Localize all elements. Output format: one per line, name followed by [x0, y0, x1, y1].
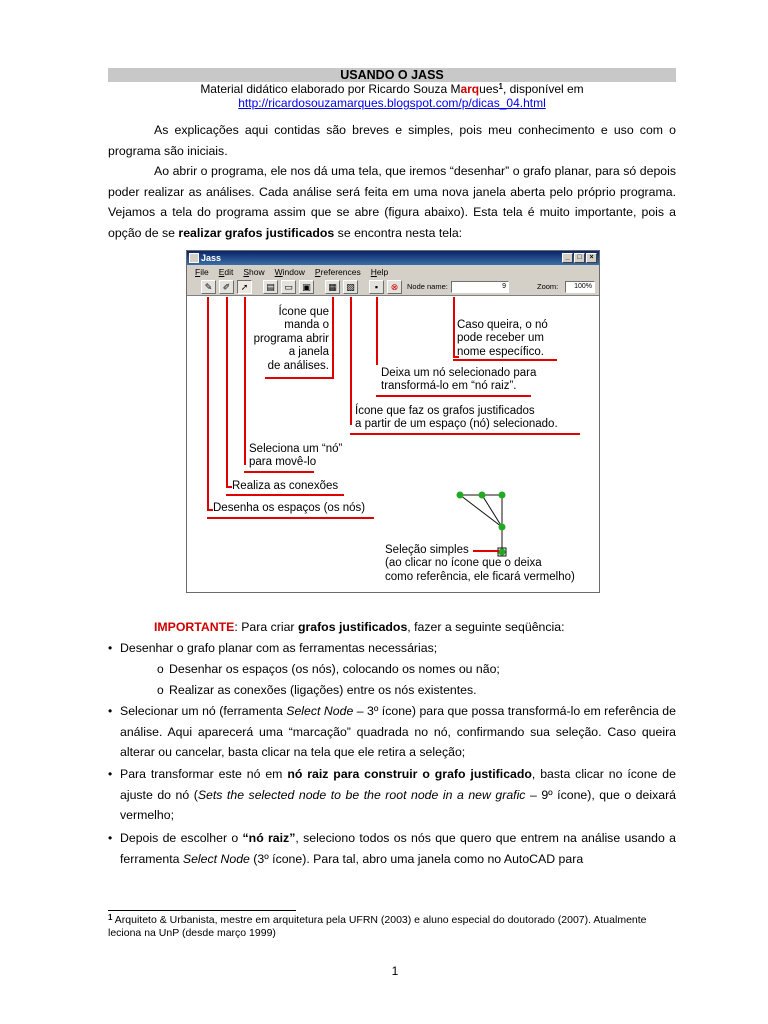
- menu-edit[interactable]: Edit: [218, 267, 234, 277]
- node-name-input[interactable]: 9: [451, 281, 509, 293]
- save-file-icon[interactable]: ▣: [299, 280, 314, 294]
- sub-bullet-icon: o: [157, 662, 164, 676]
- intro-paragraph-2: Ao abrir o programa, ele nos dá uma tela, que iremos “desenhar” o grafo planar, para só depois poder realizar as análises. Cada análise será feita em uma nova janela aberta pelo próprio programa. Vejamos a tela do programa assim que se abre (figura abaixo). Esta tela é muito importante, pois a opção de se realizar grafos justificados se encontra nesta tela:: [108, 164, 676, 240]
- toolbar: [187, 279, 599, 296]
- zoom-input[interactable]: 100%: [565, 281, 595, 293]
- cancel-icon[interactable]: ⊗: [387, 280, 402, 294]
- footnote-separator: [108, 910, 296, 911]
- annotation-select-node: Seleciona um “nó” para movê-lo: [249, 443, 343, 469]
- important-paragraph: IMPORTANTE: Para criar grafos justificados, fazer a seguinte seqüência:: [154, 620, 565, 634]
- step-1a: Desenhar os espaços (os nós), colocando os nomes ou não;: [169, 662, 500, 676]
- graph-node: [457, 492, 464, 499]
- select-node-tool-icon[interactable]: ➚: [237, 280, 252, 294]
- leader-line: [226, 297, 228, 488]
- annotation-node-name: Caso queira, o nó pode receber um nome específico.: [457, 319, 548, 358]
- open-file-icon[interactable]: ▭: [281, 280, 296, 294]
- step-1: Desenhar o grafo planar com as ferramentas necessárias;: [120, 641, 438, 655]
- leader-line: [244, 297, 246, 465]
- leader-line: [332, 297, 334, 379]
- graph-node: [479, 492, 486, 499]
- sub-bullet-icon: o: [157, 683, 164, 697]
- node-name-label: Node name:: [407, 282, 448, 291]
- blog-link[interactable]: http://ricardosouzamarques.blogspot.com/p/dicas_04.html: [238, 96, 546, 110]
- menu-show[interactable]: Show: [243, 267, 265, 277]
- annotation-underline: [453, 359, 557, 361]
- minimize-icon[interactable]: _: [562, 253, 573, 263]
- bullet-icon: •: [108, 641, 113, 655]
- page-number: 1: [391, 964, 399, 978]
- intro-paragraph-1: As explicações aqui contidas são breves e simples, pois meu conhecimento e uso com o programa são iniciais.: [108, 123, 676, 158]
- graph-node: [499, 524, 506, 531]
- annotation-simple-selection: Seleção simples (ao clicar no ícone que o deixa como referência, ele ficará vermelho): [385, 544, 575, 583]
- bullet-icon: •: [108, 704, 113, 718]
- menu-preferences[interactable]: Preferences: [314, 267, 361, 277]
- annotation-underline: [265, 377, 333, 379]
- leader-line: [350, 297, 352, 425]
- menubar: [187, 265, 599, 279]
- step-2: Selecionar um nó (ferramenta Select Node – 3º ícone) para que possa transformá-lo em referência de análise. Aqui aparecerá uma “marcação” quadrada no nó, confirmando sua seleção. Caso queira alterar ou cancelar, basta clicar na tela que ele retira a seleção;: [120, 704, 676, 760]
- document-subtitle: Material didático elaborado por Ricardo Souza Marques$^1$, disponível em: [200, 82, 584, 96]
- annotation-justified: Ícone que faz os grafos justificados a partir de um espaço (nó) selecionado.: [355, 405, 558, 431]
- menu-file[interactable]: File: [195, 267, 209, 277]
- step-3: Para transformar este nó em nó raiz para construir o grafo justificado, basta clicar no ícone de ajuste do nó (Sets the selected node to be the root node in a new grafic – 9º ícone), que o deixará vermelho;: [120, 767, 677, 823]
- graph-edge: [482, 495, 502, 527]
- new-file-icon[interactable]: ▤: [263, 280, 278, 294]
- connect-tool-icon[interactable]: ✐: [219, 280, 234, 294]
- footnote-ref[interactable]: 1: [498, 82, 503, 91]
- document-title: USANDO O JASS: [108, 68, 676, 82]
- footnote: $^1$ Arquiteto & Urbanista, mestre em arquitetura pela UFRN (2003) e aluno especial do doutorado (2007). Atualmente leciona na UnP (desde março 1999): [108, 913, 647, 939]
- annotation-underline: [226, 494, 344, 496]
- graph-node: [499, 492, 506, 499]
- draw-space-tool-icon[interactable]: ✎: [201, 280, 216, 294]
- subtitle-highlight: arq: [460, 82, 480, 96]
- analysis-window-icon[interactable]: ▦: [325, 280, 340, 294]
- bullet-icon: •: [108, 831, 113, 845]
- annotation-draw-spaces: Desenha os espaços (os nós): [213, 502, 366, 514]
- menu-help[interactable]: Help: [370, 267, 389, 277]
- zoom-label: Zoom:: [537, 282, 559, 291]
- step-4: Depois de escolher o “nó raiz”, seleciono todos os nós que quero que entrem na análise usando a ferramenta Select Node (3º ícone). Para tal, abro uma janela como no AutoCAD para: [120, 831, 676, 866]
- window-titlebar: Jass _ □ ×: [187, 251, 599, 265]
- annotation-analysis-icon: Ícone que manda o programa abrir a janela de análises.: [253, 306, 329, 372]
- root-node-icon[interactable]: ▪: [369, 280, 384, 294]
- annotation-underline: [207, 517, 374, 519]
- justified-graph-icon[interactable]: ▧: [343, 280, 358, 294]
- annotation-connections: Realiza as conexões: [232, 480, 339, 492]
- annotation-root-node: Deixa um nó selecionado para transformá-lo em “nó raiz”.: [381, 367, 537, 393]
- annotation-underline: [376, 395, 531, 397]
- annotation-underline: [350, 433, 580, 435]
- graph-edge: [460, 495, 502, 527]
- jass-screenshot: [186, 250, 600, 593]
- annotation-underline: [244, 471, 314, 473]
- leader-line: [376, 297, 378, 365]
- leader-line: [453, 297, 455, 358]
- close-icon[interactable]: ×: [586, 253, 597, 263]
- annotation-underline: [473, 550, 499, 552]
- maximize-icon[interactable]: □: [574, 253, 585, 263]
- app-icon: [189, 253, 199, 263]
- menu-window[interactable]: Window: [274, 267, 305, 277]
- step-1b: Realizar as conexões (ligações) entre os nós existentes.: [169, 683, 477, 697]
- leader-line: [207, 297, 209, 511]
- bullet-icon: •: [108, 767, 113, 781]
